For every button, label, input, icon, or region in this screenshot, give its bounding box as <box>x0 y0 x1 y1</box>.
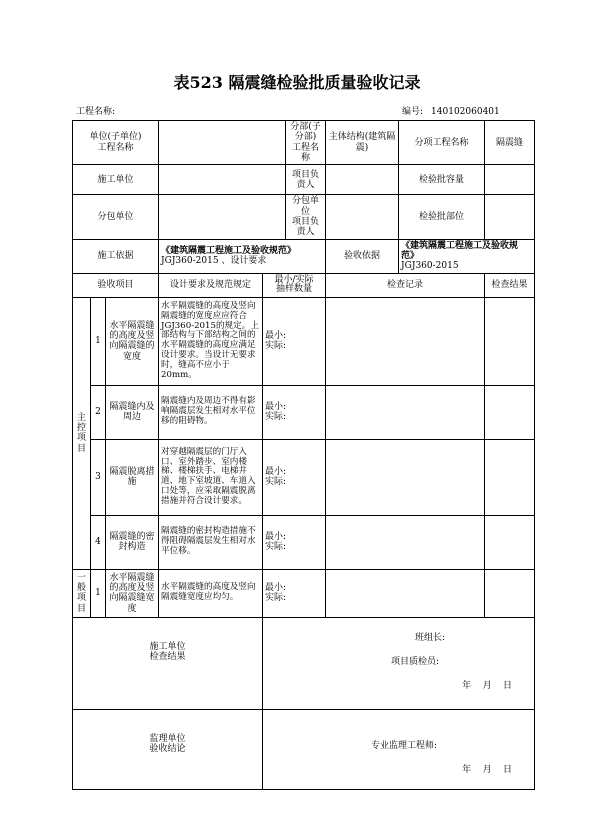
header-row-basis <box>73 239 535 273</box>
construction-basis-value: 《建筑隔震工程施工及验收规范》 JGJ360-2015 、设计要求 <box>159 239 326 273</box>
main-item-no: 4 <box>91 515 106 569</box>
constructor-date: 年 月 日 <box>462 680 513 691</box>
general-item-row <box>73 569 535 617</box>
main-item-result[interactable] <box>485 515 535 569</box>
main-item-row <box>73 385 535 439</box>
subcontractor-label: 分包单位 <box>73 195 159 239</box>
main-item-name: 隔震缝内及周边 <box>106 385 159 439</box>
project-lead-label: 项目负责人 <box>286 165 326 195</box>
main-item-row <box>73 515 535 569</box>
general-item-req: 水平隔震缝的高度及竖向隔震缝宽度应均匀。 <box>159 569 263 617</box>
sub-lead-label: 分包单位 项目负责人 <box>286 195 326 239</box>
main-item-name: 水平隔震缝的高度及竖向隔震缝的宽度 <box>106 297 159 385</box>
batch-capacity-label: 检验批容量 <box>399 165 485 195</box>
main-item-result[interactable] <box>485 439 535 515</box>
main-item-no: 1 <box>91 297 106 385</box>
constructor-check-label: 施工单位 检查结果 <box>73 617 263 709</box>
supervisor-check-row <box>73 709 535 789</box>
main-item-row <box>73 297 535 385</box>
constructor-check-row <box>73 617 535 709</box>
unit-value[interactable] <box>159 121 286 165</box>
main-item-sample: 最小: 实际: <box>263 515 326 569</box>
main-item-name: 隔震脱离措施 <box>106 439 159 515</box>
batch-location-label: 检验批部位 <box>399 195 485 239</box>
acceptance-basis-value: 《建筑隔震工程施工及验收规范》 JGJ360-2015 <box>399 239 535 273</box>
main-item-name: 隔震缝的密封构造 <box>106 515 159 569</box>
subdivision-label: 分部(子分部) 工程名称 <box>286 121 326 165</box>
unit-label: 单位(子单位) 工程名称 <box>73 121 159 165</box>
batch-capacity-value[interactable] <box>485 165 535 195</box>
constructor-value[interactable] <box>159 165 286 195</box>
item-label: 分项工程名称 <box>399 121 485 165</box>
col-result: 检查结果 <box>485 273 535 297</box>
col-sample: 最小/实际 抽样数量 <box>263 273 326 297</box>
general-item-record[interactable] <box>326 569 485 617</box>
main-item-no: 2 <box>91 385 106 439</box>
main-item-result[interactable] <box>485 297 535 385</box>
main-item-record[interactable] <box>326 439 485 515</box>
main-item-sample: 最小: 实际: <box>263 439 326 515</box>
supervisor-check-area[interactable] <box>263 709 535 789</box>
item-value: 隔震缝 <box>485 121 535 165</box>
header-row-constructor <box>73 165 535 195</box>
sub-lead-value[interactable] <box>326 195 399 239</box>
constructor-label: 施工单位 <box>73 165 159 195</box>
main-item-req: 对穿越隔震层的门厅入口、室外踏步、室内楼梯、楼梯扶手、电梯井道、地下室坡道、车道入口处等，应采取隔震脱离措施并符合设计要求。 <box>159 439 263 515</box>
acceptance-basis-label: 验收依据 <box>326 239 399 273</box>
main-item-req: 水平隔震缝的高度及竖向隔震缝的宽度应应符合JGJ360-2015的规定。上部结构与下部结构之间的水平隔震缝的高度应满足设计要求。当设计无要求时，缝高不应小于20mm。 <box>159 297 263 385</box>
general-group-label: 一 般 项 目 <box>73 569 91 617</box>
col-record: 检查记录 <box>326 273 485 297</box>
serial-value: 140102060401 <box>431 107 500 117</box>
main-item-record[interactable] <box>326 515 485 569</box>
main-item-result[interactable] <box>485 385 535 439</box>
constructor-check-area[interactable] <box>263 617 535 709</box>
main-item-sample: 最小: 实际: <box>263 385 326 439</box>
main-item-record[interactable] <box>326 297 485 385</box>
serial-number <box>402 104 500 117</box>
serial-label: 编号: <box>402 107 424 117</box>
project-lead-value[interactable] <box>326 165 399 195</box>
general-item-name: 水平隔震缝的高度及竖向隔震缝宽度 <box>106 569 159 617</box>
supervisor-check-label: 监理单位 验收结论 <box>73 709 263 789</box>
acceptance-form-table <box>72 120 535 790</box>
supervisor-engineer-label: 专业监理工程师: <box>371 740 438 751</box>
quality-inspector-label: 项目质检员: <box>391 656 440 667</box>
column-header-row <box>73 273 535 297</box>
project-name-label: 工程名称: <box>76 107 116 117</box>
subcontractor-value[interactable] <box>159 195 286 239</box>
main-item-row <box>73 439 535 515</box>
batch-location-value[interactable] <box>485 195 535 239</box>
general-item-no: 1 <box>91 569 106 617</box>
main-item-record[interactable] <box>326 385 485 439</box>
main-item-no: 3 <box>91 439 106 515</box>
construction-basis-label: 施工依据 <box>73 239 159 273</box>
main-item-req: 隔震缝的密封构造措施不得阻碍隔震层发生相对水平位移。 <box>159 515 263 569</box>
main-item-req: 隔震缝内及周边不得有影响隔震层发生相对水平位移的阻碍物。 <box>159 385 263 439</box>
general-item-sample: 最小: 实际: <box>263 569 326 617</box>
col-req: 设计要求及规范规定 <box>159 273 263 297</box>
subdivision-value: 主体结构(建筑隔 震) <box>326 121 399 165</box>
col-item: 验收项目 <box>73 273 159 297</box>
main-group-label: 主 控 项 目 <box>73 297 91 569</box>
supervisor-date: 年 月 日 <box>462 764 513 775</box>
header-row-subcontractor <box>73 195 535 239</box>
team-leader-label: 班组长: <box>415 632 446 643</box>
main-item-sample: 最小: 实际: <box>263 297 326 385</box>
page-title: 表523 隔震缝检验批质量验收记录 <box>173 73 421 92</box>
general-item-result[interactable] <box>485 569 535 617</box>
header-row-unit <box>73 121 535 165</box>
